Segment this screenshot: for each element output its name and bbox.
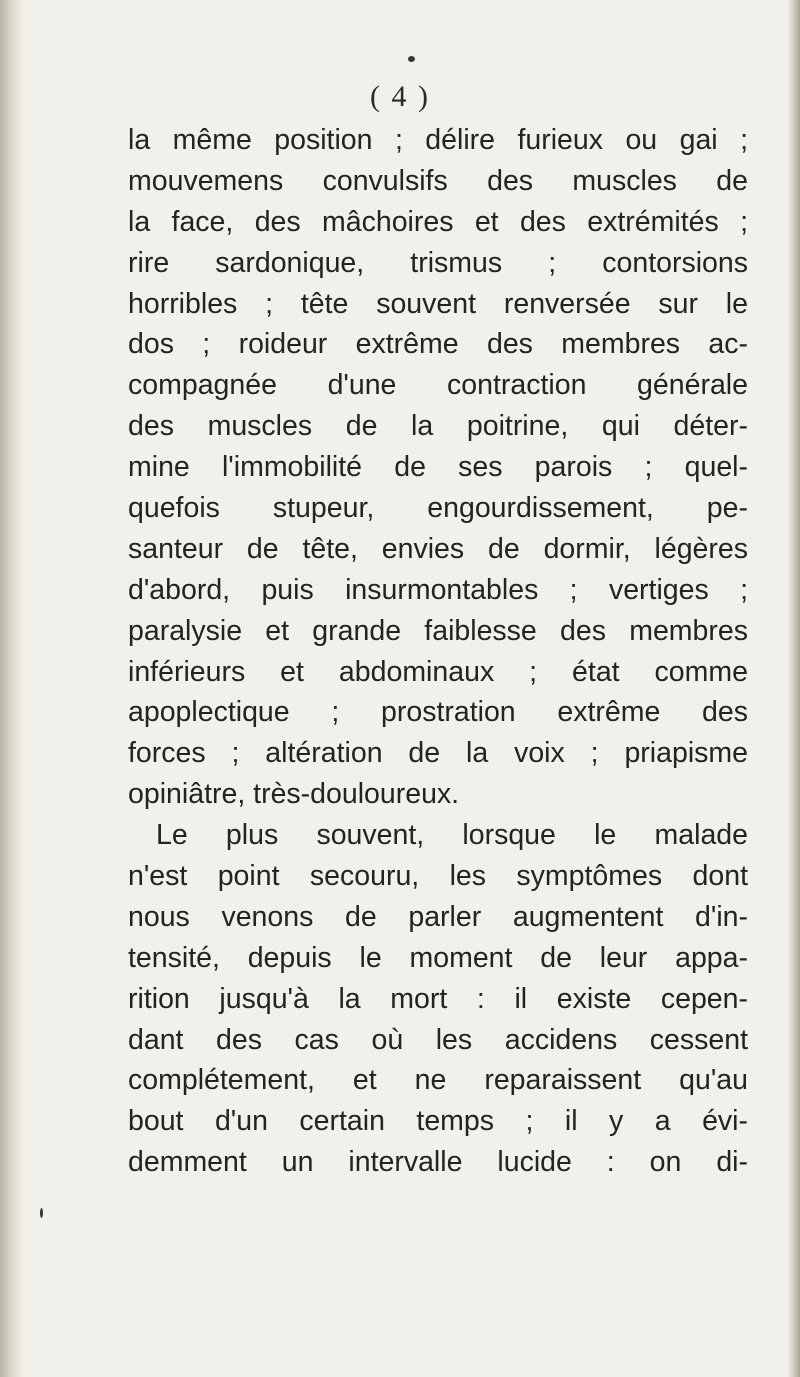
page-gutter-shadow	[0, 0, 22, 1377]
page-number: ( 4 )	[370, 80, 430, 113]
text-line: bout d'un certain temps ; il y a évi-	[128, 1105, 748, 1138]
text-line: Le plus souvent, lorsque le malade	[156, 819, 748, 852]
text-line: des muscles de la poitrine, qui déter-	[128, 410, 748, 443]
text-line: la face, des mâchoires et des extrémités ;	[128, 205, 748, 238]
text-line: inférieurs et abdominaux ; état comme	[128, 655, 748, 688]
text-line: rire sardonique, trismus ; contorsions	[128, 246, 748, 279]
text-line: opiniâtre, très-douloureux.	[128, 778, 460, 811]
text-line: santeur de tête, envies de dormir, légères	[128, 532, 748, 565]
text-line: tensité, depuis le moment de leur appa-	[128, 941, 748, 974]
page-edge-shadow	[788, 0, 800, 1377]
text-line: demment un intervalle lucide : on di-	[128, 1146, 748, 1179]
text-line: mine l'immobilité de ses parois ; quel-	[128, 451, 748, 484]
text-line: forces ; altération de la voix ; priapisme	[128, 737, 748, 770]
text-line: rition jusqu'à la mort : il existe cepen-	[128, 982, 748, 1015]
text-line: dant des cas où les accidens cessent	[128, 1023, 748, 1056]
text-line: nous venons de parler augmentent d'in-	[128, 900, 748, 933]
body-text	[128, 120, 748, 1183]
text-line: compagnée d'une contraction générale	[128, 369, 748, 402]
text-line: mouvemens convulsifs des muscles de	[128, 164, 748, 197]
text-line: complétement, et ne reparaissent qu'au	[128, 1064, 748, 1097]
ink-speck	[408, 56, 415, 62]
text-line: quefois stupeur, engourdissement, pe-	[128, 492, 748, 525]
text-line: paralysie et grande faiblesse des membres	[128, 614, 748, 647]
text-line: horribles ; tête souvent renversée sur le	[128, 287, 748, 320]
text-line: apoplectique ; prostration extrême des	[128, 696, 748, 729]
ink-speck	[40, 1208, 43, 1218]
text-line: n'est point secouru, les symptômes dont	[128, 860, 748, 893]
text-line: la même position ; délire furieux ou gai ;	[128, 124, 748, 156]
text-line: dos ; roideur extrême des membres ac-	[128, 328, 748, 361]
text-line: d'abord, puis insurmontables ; vertiges ;	[128, 573, 748, 606]
